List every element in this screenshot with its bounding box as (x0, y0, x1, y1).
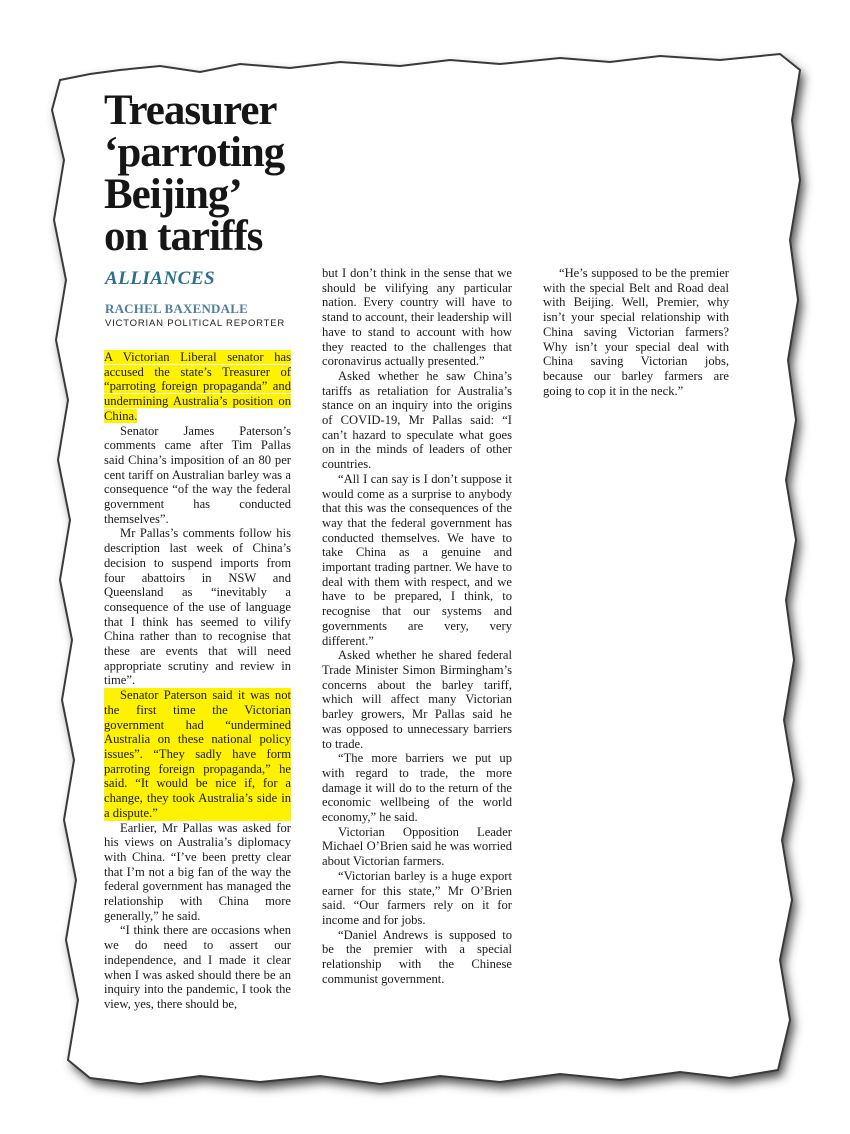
paragraph: “The more barriers we put up with regard to trade, the more damage it will do to the return of the economic wellbeing of the world economy,” he said. (322, 751, 512, 825)
headline-line: on tariffs (104, 213, 263, 260)
highlighted-text: A Victorian Liberal senator has accused the state’s Treasurer of “parroting foreign propaganda” and undermining Australia’s position on China. (104, 350, 291, 423)
article-column-1 (104, 350, 291, 1012)
paragraph: “All I can say is I don’t suppose it would come as a surprise to anybody that this was the consequences of the way that the federal government has conducted themselves. We have to take China as a genuine and important trading partner. We have to deal with them with respect, and we have to be prepared, I think, to recognise that our systems and governments are very, very different.” (322, 471, 512, 648)
paragraph: Asked whether he shared federal Trade Minister Simon Birmingham’s concerns about the barley tariff, which will affect many Victorian barley growers, Mr Pallas said he was opposed to unnecessary barriers to trade. (322, 648, 512, 751)
paragraph: but I don’t think in the sense that we should be vilifying any particular nation. Every country will have to stand to account, their leadership will have to stand to account with how they reacted to the challenges that coronavirus actually presented.” (322, 266, 512, 369)
headline-line: Beijing’ (104, 171, 242, 218)
paragraph: “Daniel Andrews is supposed to be the premier with a special relationship with the Chinese communist government. (322, 927, 512, 986)
paragraph: Senator James Paterson’s comments came after Tim Pallas said China’s imposition of an 80 per cent tariff on Australian barley was a consequence “of the way the federal government has conducted themselves”. (104, 423, 291, 526)
article-column-2 (322, 266, 512, 986)
paragraph: “Victorian barley is a huge export earner for this state,” Mr O’Brien said. “Our farmers rely on it for income and for jobs. (322, 868, 512, 927)
article-headline (104, 87, 304, 260)
article-column-3 (543, 266, 729, 398)
headline-line: Treasurer (104, 87, 277, 134)
headline-line: ‘parroting (104, 129, 285, 176)
paragraph (104, 350, 291, 424)
author-byline: RACHEL BAXENDALE (105, 301, 248, 316)
author-role: VICTORIAN POLITICAL REPORTER (105, 318, 286, 329)
paragraph: Asked whether he saw China’s tariffs as retaliation for Australia’s stance on an inquiry into the origins of COVID-19, Mr Pallas said: “I can’t hazard to speculate what goes on in the minds of leaders of other countries. (322, 368, 512, 472)
paragraph: Earlier, Mr Pallas was asked for his views on Australia’s diplomacy with China. “I’ve been pretty clear that I’m not a big fan of the way the federal government has managed the relationship with China more generally,” he said. (104, 820, 291, 923)
paragraph: “I think there are occasions when we do need to assert our independence, and I made it clear when I was asked should there be an inquiry into the pandemic, I took the view, yes, there should be, (104, 923, 291, 1011)
paragraph: “He’s supposed to be the premier with the special Belt and Road deal with Beijing. Well, Premier, why isn’t your special relationship with China saving Victorian farmers? Why isn’t your special deal with China saving Victorian jobs, because our barley farmers are going to cop it in the neck.” (543, 266, 729, 398)
paragraph: Mr Pallas’s comments follow his description last week of China’s decision to suspend imports from four abattoirs in NSW and Queensland as “inevitably a consequence of the use of language that I think has seemed to vilify China rather than to recognise that these are events that will need appropriate scrutiny and review in time”. (104, 526, 291, 688)
paragraph: Senator Paterson said it was not the first time the Victorian government had “undermined Australia on these national policy issues”. “They sadly have form parroting foreign propaganda,” he said. “It would be nice if, for a change, they took Australia’s side in a dispute.” (104, 688, 291, 820)
section-kicker: ALLIANCES (105, 268, 216, 289)
paragraph: Victorian Opposition Leader Michael O’Brien said he was worried about Victorian farmers. (322, 824, 512, 869)
